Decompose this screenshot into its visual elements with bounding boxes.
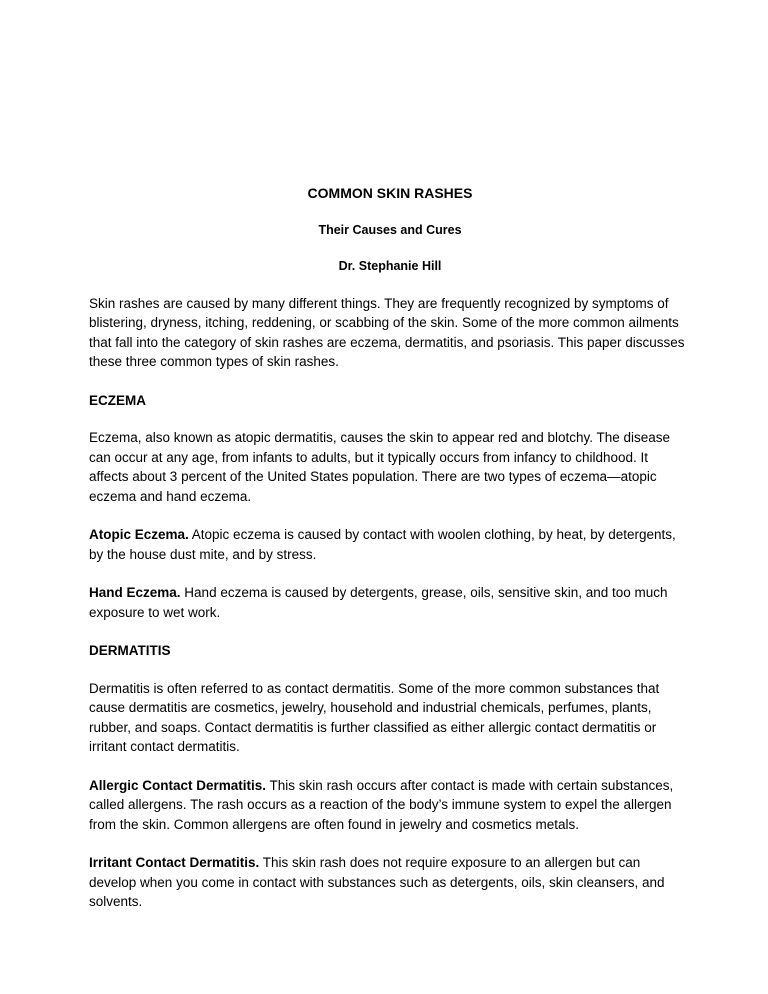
dermatitis-paragraph: Dermatitis is often referred to as contact dermatitis. Some of the more common substances that cause dermatitis are cosmetics, jewelry, household and industrial chemicals, perfumes, plants, rubber, and soaps. Contact dermatitis is further classified as either allergic contact dermatitis or irritant contact dermatitis. bbox=[89, 680, 660, 754]
hand-eczema-text: Hand eczema is caused by detergents, grease, oils, sensitive skin, and too much exposure to wet work. bbox=[89, 585, 668, 620]
atopic-eczema-text: Atopic eczema is caused by contact with woolen clothing, by heat, by detergents, by the house dust mite, and by stress. bbox=[89, 527, 676, 562]
section-heading-eczema: ECZEMA bbox=[89, 392, 146, 408]
irritant-dermatitis-label: Irritant Contact Dermatitis. bbox=[89, 855, 260, 870]
document-title: COMMON SKIN RASHES bbox=[307, 185, 473, 201]
atopic-eczema-paragraph bbox=[89, 525, 689, 564]
eczema-paragraph: Eczema, also known as atopic dermatitis, causes the skin to appear red and blotchy. The disease can occur at any age, from infants to adults, but it typically occurs from infancy to childhood. It affects about 3 percent of the United States population. There are two types of eczema—atopic eczema and hand eczema. bbox=[89, 430, 671, 504]
section-heading-dermatitis: DERMATITIS bbox=[89, 643, 171, 658]
document-page bbox=[89, 184, 689, 931]
atopic-eczema-label: Atopic Eczema. bbox=[89, 527, 189, 542]
allergic-dermatitis-label: Allergic Contact Dermatitis. bbox=[89, 777, 267, 793]
irritant-dermatitis-paragraph bbox=[89, 853, 689, 912]
title-block bbox=[89, 184, 689, 277]
document-subtitle: Their Causes and Cures bbox=[318, 222, 462, 237]
hand-eczema-paragraph bbox=[89, 583, 689, 622]
allergic-dermatitis-text: This skin rash occurs after contact is made with certain substances, called allergens. The rash occurs as a reaction of the body’s immune system to expel the allergen from the skin. Common allergens are often found in jewelry and cosmetics metals. bbox=[89, 777, 674, 832]
intro-paragraph: Skin rashes are caused by many different things. They are frequently recognized by symptoms of blistering, dryness, itching, reddening, or scabbing of the skin. Some of the more common ailments that fall into the category of skin rashes are eczema, dermatitis, and psoriasis. This paper discusses these three common types of skin rashes. bbox=[89, 295, 685, 369]
irritant-dermatitis-text: This skin rash does not require exposure to an allergen but can develop when you come in contact with substances such as detergents, oils, skin cleansers, and solvents. bbox=[89, 855, 665, 909]
hand-eczema-label: Hand Eczema. bbox=[89, 585, 181, 600]
allergic-dermatitis-paragraph bbox=[89, 776, 689, 835]
document-author: Dr. Stephanie Hill bbox=[338, 259, 442, 273]
